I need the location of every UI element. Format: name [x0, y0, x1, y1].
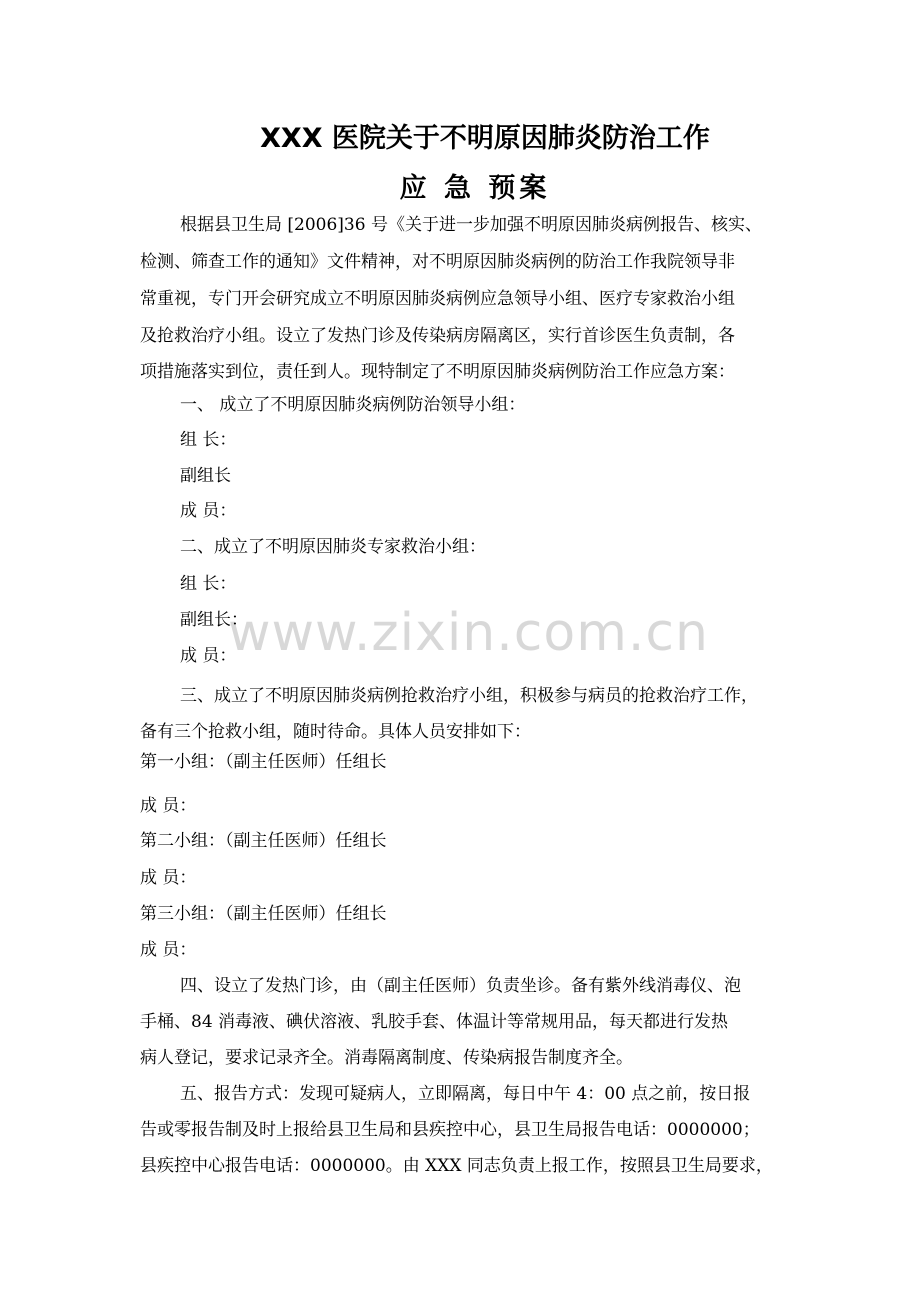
team-member-line: 成 员：	[140, 796, 197, 816]
role-line: 副组长	[180, 466, 231, 486]
team-member-line: 成 员：	[140, 868, 197, 888]
paragraph-line: 检测、筛查工作的通知》文件精神，对不明原因肺炎病例的防治工作我院领导非	[140, 252, 735, 272]
role-line: 成 员：	[180, 501, 237, 521]
team-member-line: 成 员：	[140, 940, 197, 960]
section-heading-4: 四、设立了发热门诊，由（副主任医师）负责坐诊。备有紫外线消毒仪、泡	[180, 976, 741, 996]
paragraph-line: 手桶、84 消毒液、碘伏溶液、乳胶手套、体温计等常规用品，每天都进行发热	[140, 1012, 729, 1032]
document-subtitle: 应 急 预案	[399, 173, 551, 204]
role-line: 成 员：	[180, 646, 237, 666]
paragraph-line: 及抢救治疗小组。设立了发热门诊及传染病房隔离区，实行首诊医生负责制，各	[140, 326, 735, 346]
section-heading-5: 五、报告方式：发现可疑病人，立即隔离，每日中午 4：00 点之前，按日报	[180, 1084, 751, 1104]
paragraph-line: 县疾控中心报告电话：0000000。由 XXX 同志负责上报工作，按照县卫生局要求，	[140, 1156, 773, 1176]
section-heading-1: 一、 成立了不明原因肺炎病例防治领导小组：	[180, 395, 526, 415]
paragraph-line: 项措施落实到位，责任到人。现特制定了不明原因肺炎病例防治工作应急方案：	[140, 362, 735, 382]
watermark: www.zixin.com.cn	[228, 603, 709, 663]
paragraph-line: 病人登记，要求记录齐全。消毒隔离制度、传染病报告制度齐全。	[140, 1048, 633, 1068]
paragraph-line: 告或零报告制及时上报给县卫生局和县疾控中心，县卫生局报告电话：0000000；	[140, 1120, 760, 1140]
team-line: 第一小组：（副主任医师）任组长	[140, 752, 387, 772]
role-line: 组 长：	[180, 430, 237, 450]
paragraph-line: 根据县卫生局 [2006]36 号《关于进一步加强不明原因肺炎病例报告、核实、	[180, 215, 762, 235]
paragraph-line: 备有三个抢救小组，随时待命。具体人员安排如下：	[140, 722, 531, 742]
document-title: XXX 医院关于不明原因肺炎防治工作	[260, 123, 710, 154]
team-line: 第二小组：（副主任医师）任组长	[140, 831, 387, 851]
section-heading-3: 三、成立了不明原因肺炎病例抢救治疗小组，积极参与病员的抢救治疗工作，	[180, 686, 758, 706]
paragraph-line: 常重视，专门开会研究成立不明原因肺炎病例应急领导小组、医疗专家救治小组	[140, 289, 735, 309]
role-line: 组 长：	[180, 574, 237, 594]
section-heading-2: 二、成立了不明原因肺炎专家救治小组：	[180, 537, 486, 557]
role-line: 副组长：	[180, 610, 248, 630]
team-line: 第三小组：（副主任医师）任组长	[140, 904, 387, 924]
